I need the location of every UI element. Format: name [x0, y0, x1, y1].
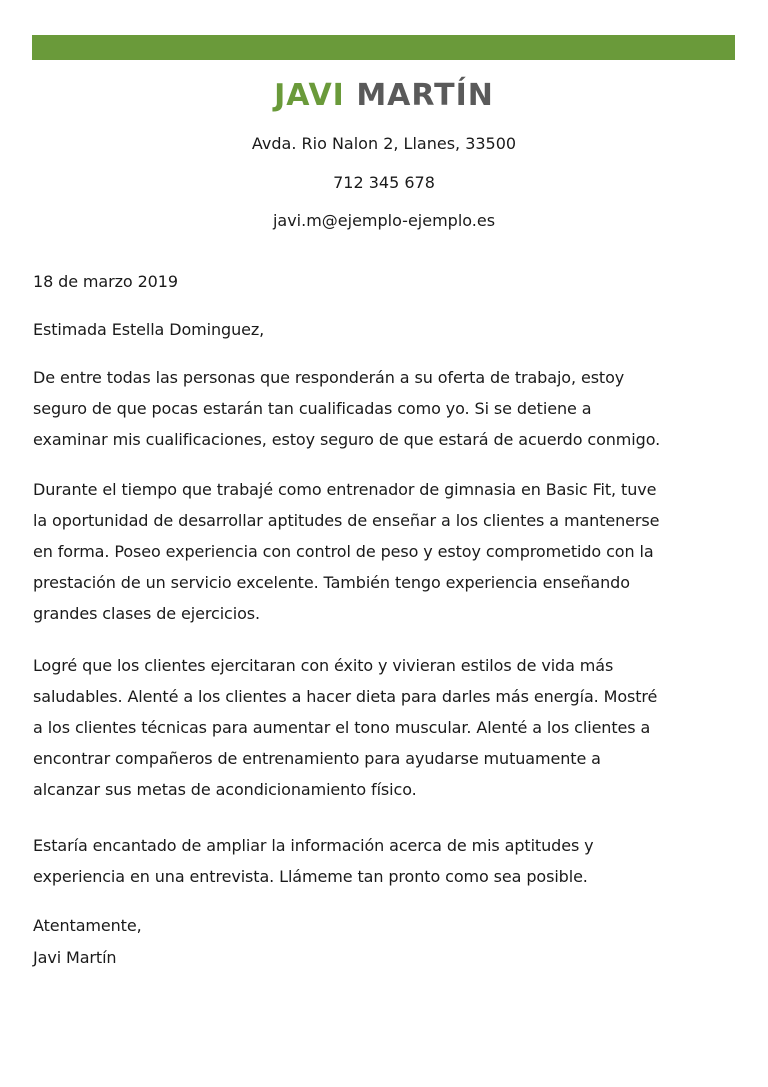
paragraph-line: saludables. Alenté a los clientes a hacer dieta para darles más energía. Mostré [33, 687, 658, 706]
contact-phone: 712 345 678 [333, 173, 435, 192]
paragraph-line: seguro de que pocas estarán tan cualificadas como yo. Si se detiene a [33, 399, 592, 418]
header-accent-bar [32, 35, 735, 60]
letter-signature: Javi Martín [33, 948, 117, 967]
paragraph-line: la oportunidad de desarrollar aptitudes de enseñar a los clientes a mantenerse [33, 511, 660, 530]
letter-closing: Atentamente, [33, 916, 142, 935]
letter-date: 18 de marzo 2019 [33, 272, 178, 291]
contact-email: javi.m@ejemplo-ejemplo.es [272, 211, 496, 230]
last-name: MARTÍN [356, 78, 494, 113]
paragraph-1 [33, 362, 743, 455]
paragraph-line: grandes clases de ejercicios. [33, 604, 260, 623]
paragraph-line: a los clientes técnicas para aumentar el tono muscular. Alenté a los clientes a [33, 718, 651, 737]
paragraph-line: experiencia en una entrevista. Llámeme tan pronto como sea posible. [33, 867, 588, 886]
paragraph-line: examinar mis cualificaciones, estoy seguro de que estará de acuerdo conmigo. [33, 430, 661, 449]
paragraph-line: Estaría encantado de ampliar la información acerca de mis aptitudes y [33, 836, 594, 855]
paragraph-2 [33, 474, 743, 629]
contact-address: Avda. Rio Nalon 2, Llanes, 33500 [251, 134, 517, 153]
letter-greeting: Estimada Estella Dominguez, [33, 320, 265, 339]
applicant-name [0, 76, 768, 116]
paragraph-line: De entre todas las personas que responderán a su oferta de trabajo, estoy [33, 368, 625, 387]
paragraph-line: prestación de un servicio excelente. También tengo experiencia enseñando [33, 573, 630, 592]
paragraph-line: Logré que los clientes ejercitaran con éxito y vivieran estilos de vida más [33, 656, 614, 675]
paragraph-line: encontrar compañeros de entrenamiento para ayudarse mutuamente a [33, 749, 601, 768]
paragraph-line: Durante el tiempo que trabajé como entrenador de gimnasia en Basic Fit, tuve [33, 480, 657, 499]
paragraph-3 [33, 650, 743, 805]
paragraph-line: alcanzar sus metas de acondicionamiento físico. [33, 780, 417, 799]
paragraph-line: en forma. Poseo experiencia con control de peso y estoy comprometido con la [33, 542, 654, 561]
paragraph-4 [33, 830, 743, 892]
first-name: JAVI [274, 78, 345, 113]
